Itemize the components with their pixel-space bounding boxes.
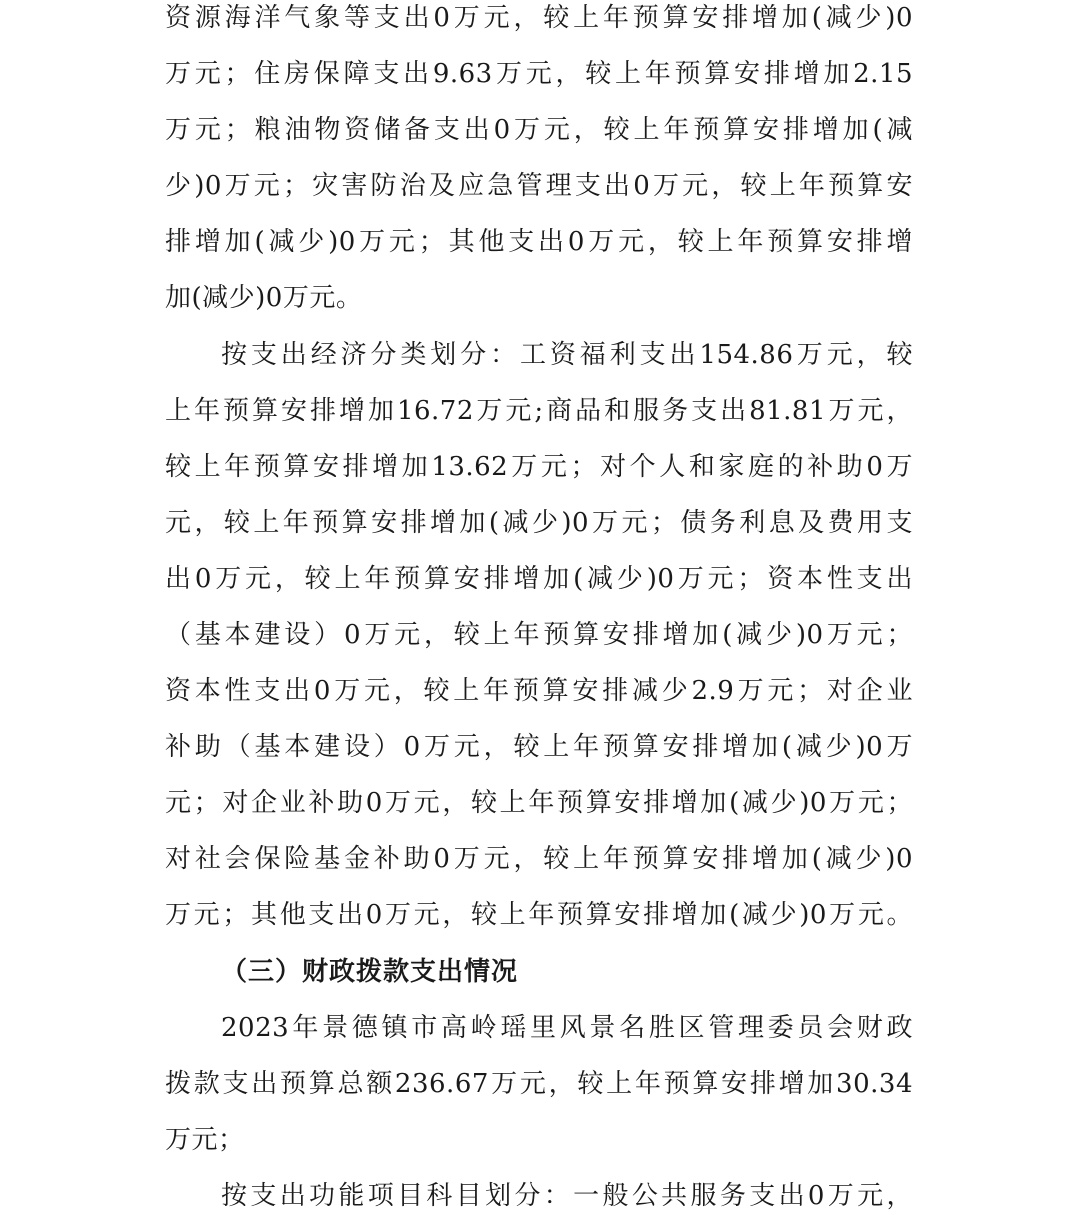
text-line-8: 上年预算安排增加16.72万元;商品和服务支出81.81万元， <box>165 396 913 426</box>
text-line-10: 元，较上年预算安排增加(减少)0万元；债务利息及费用支 <box>165 508 913 538</box>
text-line-5: 排增加(减少)0万元；其他支出0万元，较上年预算安排增 <box>165 227 913 257</box>
text-line-4: 少)0万元；灾害防治及应急管理支出0万元，较上年预算安 <box>165 171 913 201</box>
text-line-9: 较上年预算安排增加13.62万元；对个人和家庭的补助0万 <box>165 452 913 482</box>
text-line-1: 资源海洋气象等支出0万元，较上年预算安排增加(减少)0 <box>165 3 913 33</box>
text-line-20: 拨款支出预算总额236.67万元，较上年预算安排增加30.34 <box>165 1069 913 1099</box>
text-line-14: 补助（基本建设）0万元，较上年预算安排增加(减少)0万 <box>165 732 913 762</box>
text-line-12: （基本建设）0万元，较上年预算安排增加(减少)0万元； <box>165 620 913 650</box>
text-line-16: 对社会保险基金补助0万元，较上年预算安排增加(减少)0 <box>165 844 913 874</box>
text-line-13: 资本性支出0万元，较上年预算安排减少2.9万元；对企业 <box>165 676 913 706</box>
paragraph-function-classification-start: 按支出功能项目科目划分：一般公共服务支出0万元， <box>221 1181 913 1211</box>
text-line-6: 加(减少)0万元。 <box>165 283 363 313</box>
text-line-17: 万元；其他支出0万元，较上年预算安排增加(减少)0万元。 <box>165 900 913 930</box>
section-heading: （三）财政拨款支出情况 <box>221 957 519 987</box>
text-line-21: 万元； <box>165 1125 245 1155</box>
text-line-3: 万元；粮油物资储备支出0万元，较上年预算安排增加(减 <box>165 115 913 145</box>
text-line-15: 元；对企业补助0万元，较上年预算安排增加(减少)0万元； <box>165 788 913 818</box>
text-line-2: 万元；住房保障支出9.63万元，较上年预算安排增加2.15 <box>165 59 913 89</box>
text-line-11: 出0万元，较上年预算安排增加(减少)0万元；资本性支出 <box>165 564 913 594</box>
paragraph-fiscal-appropriation-start: 2023年景德镇市高岭瑶里风景名胜区管理委员会财政 <box>221 1013 913 1043</box>
paragraph-economic-classification-start: 按支出经济分类划分：工资福利支出154.86万元，较 <box>221 340 913 370</box>
